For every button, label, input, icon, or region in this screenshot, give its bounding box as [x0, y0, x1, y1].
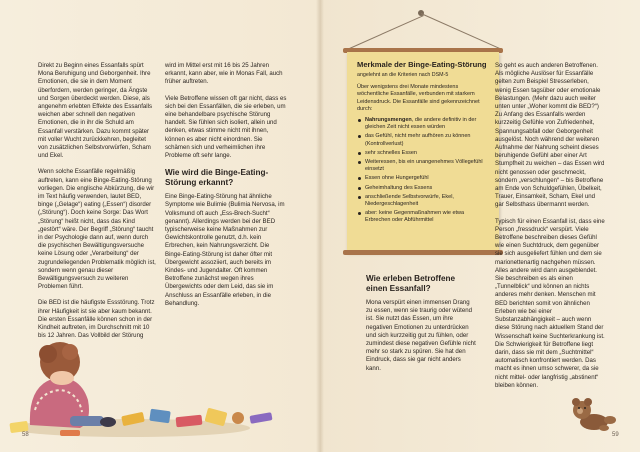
list-item: aber: keine Gegenmaßnahmen wie etwa Erbrechen oder Abführmittel — [357, 210, 489, 224]
list-item: anschließende Selbstvorwürfe, Ekel, Niedergeschlagenheit — [357, 194, 489, 208]
girl-illustration — [0, 330, 300, 440]
list-item: Weiteressen, bis ein unangenehmes Völlegefühl einsetzt — [357, 159, 489, 173]
left-column-1 — [38, 62, 156, 349]
criteria-poster — [347, 52, 499, 252]
section-heading: Wie wird die Binge-Eating-Störung erkannt? — [165, 168, 269, 187]
list-item: Nahrungsmengen, die andere definitiv in der gleichen Zeit nicht essen würden — [357, 117, 489, 131]
page-number: 58 — [22, 432, 29, 438]
list-item: Essen ohne Hungergefühl — [357, 175, 489, 182]
right-column-1 — [366, 268, 476, 381]
paragraph: Direkt zu Beginn eines Essanfalls spürt Mona Beruhigung und Geborgenheit. Ihre Emotionen, die sie in dem Moment überfordern, werden geringer, da Ängste und Sorgen überdeckt werden. Diese, als angenehm erlebten Effekte des Essanfalls weichen aber schnell den negativen Emotionen, die in ihr die Schuld am Essanfall verstärken. Dazu kommt später mit voller Wucht zurückkehren, begleitet von zusätzlichen Selbstvorwürfen, Scham und Ekel. — [38, 62, 153, 160]
paragraph: Die BED ist die häufigste Essstörung. Trotz ihrer Häufigkeit ist sie aber kaum bekannt. Die ersten Essanfälle können schon in der Kindheit auftreten, im Durchschnitt mit 10 bis 12 Jahren. Das Vollbild der Störung — [38, 299, 155, 340]
list-item: das Gefühl, nicht mehr aufhören zu können (Kontrollverlust) — [357, 133, 489, 147]
left-column-2 — [165, 62, 287, 316]
right-column-2 — [495, 62, 605, 398]
book-gutter — [316, 0, 324, 452]
section-heading: Wie erleben Betroffene einen Essanfall? — [366, 274, 456, 293]
paragraph: Typisch für einen Essanfall ist, dass eine Person „fressdruck“ verspürt. Viele Betroffene beschreiben dieses Gefühl wie einen Suchtdruck, dem gegenüber sie sich ausgeliefert fühlen und dem sie marionettenartig nachgehen müssen. Alles andere wird dann ausgeblendet. Sie beschreiben es als einen „Tunnelblick“ und können an nichts anderes mehr denken. Menschen mit BED berichten somit von ähnlichen Erleben wie bei einer Substanzabhängigkeit – auch wenn diese Störung nach aktuellem Stand der Wissenschaft keine Suchterkrankung ist. Die Schwierigkeit für Betroffene liegt darin, dass sie mit dem „Suchtmittel“ automatisch konfrontiert werden. Das macht es ihnen umso schwerer, da sie nicht mittel- oder langfristig „abstinent“ bleiben können. — [495, 217, 605, 389]
poster-rod-bottom — [343, 250, 503, 255]
paragraph: Eine Binge-Eating-Störung hat ähnliche Symptome wie Bulimie (Bulimia Nervosa, im Volksmund oft auch „Ess-Brech-Sucht“ genannt). Allerdings werden bei der BED typischerweise keine Maßnahmen zur Gewichtskontrolle genutzt, d.h. kein Erbrechen, kein Nahrungsverzicht. Die Binge-Eating-Störung ist daher öfter mit Übergewicht assoziiert, auch bereits im Kindes- und Jugendalter. Oft kommen Betroffene zunächst wegen ihres Übergewichts oder dem Leid, das sie im Anschluss an Essanfälle erleben, in die Behandlung. — [165, 193, 285, 307]
teddy-bear-icon — [568, 392, 618, 432]
paragraph: wird im Mittel erst mit 16 bis 25 Jahren erkannt, kann aber, wie in Monas Fall, auch früher auftreten. — [165, 62, 283, 86]
poster-subtitle: angelehnt an die Kriterien nach DSM-5 — [357, 72, 449, 78]
paragraph: Viele Betroffene wissen oft gar nicht, dass es sich bei den Essanfällen, die sie erleben, um eine behandelbare psychische Störung handelt. Sie fühlen sich isoliert, allein und denken, etwas stimme nicht mit ihnen, können es aber nicht einordnen. Sie schämen sich und verheimlichen ihre Probleme oft sehr lange. — [165, 94, 287, 160]
paragraph: Wenn solche Essanfälle regelmäßig auftreten, kann eine Binge-Eating-Störung vorliegen. Die englische Abkürzung, die wir im Text häufig verwenden, lautet BED, binge („Gelage“) eating („Essen“) disorder („Störung“). Doch keine Sorge: Das Wort „Störung“ heißt nicht, dass das Kind „gestört“ wäre. Der Begriff „Störung“ taucht in der Psychologie dann auf, wenn durch die psychischen Bewältigungsversuche keine Lösung oder „Verarbeitung“ der zugrundeliegenden Problematik möglich ist, sondern wenn genau dieser Bewältigungsversuch zu weiteren Problemen führt. — [38, 168, 156, 291]
paragraph: Mona verspürt einen immensen Drang zu essen, wenn sie traurig oder wütend ist. Sie nutzt das Essen, um ihre negativen Emotionen zu unterdrücken und sich kurzzeitig gut zu fühlen, oder zumindest diese negativen Gefühle nicht mehr so stark zu spüren. Sie hat den Eindruck, dass sie gar nicht anders kann. — [366, 299, 476, 372]
poster-intro: Über wenigstens drei Monate mindestens wöchentliche Essanfälle, verbunden mit starkem Leidensdruck. Die Essanfälle sind gekennzeichnet durch: — [357, 84, 480, 112]
list-item: Geheimhaltung des Essens — [357, 185, 489, 192]
poster-title: Merkmale der Binge-Eating-Störung — [357, 60, 487, 69]
page-number: 59 — [612, 432, 619, 438]
list-item: sehr schnelles Essen — [357, 150, 489, 157]
paragraph: So geht es auch anderen Betroffenen. Als mögliche Auslöser für Essanfälle gelten zum Beispiel Stresserleben, wenig Essen tagsüber oder emotionale Belastungen. (Mehr dazu auch weiter unten unter „Woher kommt die BED?“) Zu Anfang des Essanfalls werden kurzzeitig Gefühle von Zufriedenheit, Spannungsabfall oder Geborgenheit ausgelöst. Noch während der weiteren Aufnahme der Nahrung scheint dieses beruhigende Gefühl aber einer Art Stumpfheit zu weichen – das Essen wird nicht genossen oder geschmeckt, sondern „verschlungen“ – bis Betroffene am Ende von Schuldgefühlen, Übelkeit, Trauer, Einsamkeit, Scham, Ekel und gar Selbsthass übermannt werden. — [495, 62, 605, 209]
criteria-list — [357, 117, 489, 225]
